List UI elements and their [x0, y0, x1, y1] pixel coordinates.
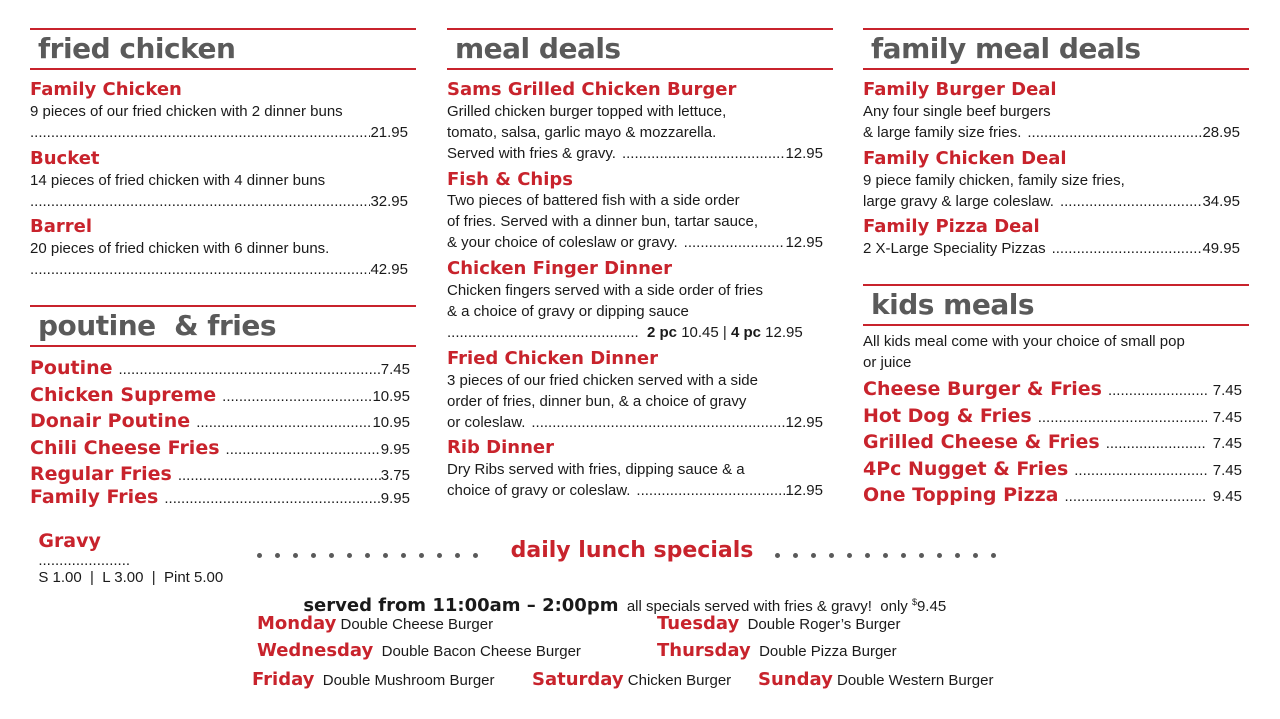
- menu-item-name: Family Fries: [30, 486, 159, 508]
- menu-item-row: [30, 410, 410, 432]
- menu-item-name: Family Chicken: [30, 79, 182, 100]
- menu-item-name: Poutine: [30, 357, 113, 379]
- menu-item-name: Rib Dinner: [447, 437, 555, 458]
- menu-item-price: 49.95: [1202, 240, 1240, 257]
- menu-item-price: 9.95: [380, 441, 410, 458]
- menu-item-desc: 2 X-Large Speciality Pizzas: [863, 240, 1046, 257]
- menu-item-desc: tomato, salsa, garlic mayo & mozzarella.: [447, 124, 717, 141]
- day-label: Friday: [252, 669, 315, 690]
- lunch-day-saturday: [532, 669, 731, 690]
- menu-item-price: 10.95: [372, 388, 410, 405]
- meal-deals-header: [447, 28, 833, 70]
- lunch-served-line: [295, 578, 946, 616]
- menu-item-price-row: [863, 124, 1240, 141]
- menu-item-price: 12.95: [785, 234, 823, 251]
- menu-item-name: Family Pizza Deal: [863, 216, 1040, 237]
- lunch-day-thursday: [657, 640, 897, 661]
- day-label: Tuesday: [657, 613, 740, 634]
- menu-item-price: 7.45: [1212, 409, 1242, 426]
- section-title: kids meals: [871, 288, 1034, 321]
- gravy-row: [30, 513, 223, 586]
- menu-item-name: Chicken Supreme: [30, 384, 217, 406]
- section-title: fried chicken: [38, 32, 236, 65]
- menu-item-price: 28.95: [1202, 124, 1240, 141]
- menu-item-price: 12.95: [785, 414, 823, 431]
- lunch-note: all specials served with fries & gravy! only: [626, 598, 912, 615]
- poutine-header: [30, 305, 416, 347]
- fried-chicken-header: [30, 28, 416, 70]
- menu-item-name: Cheese Burger & Fries: [863, 378, 1102, 400]
- menu-item-name: Family Chicken Deal: [863, 148, 1067, 169]
- menu-item-row: [863, 405, 1242, 427]
- menu-item-name: Fried Chicken Dinner: [447, 348, 659, 369]
- lunch-title: daily lunch specials: [510, 538, 754, 563]
- day-label: Wednesday: [257, 640, 374, 661]
- day-label: Thursday: [657, 640, 751, 661]
- lunch-day-friday: [252, 669, 495, 690]
- menu-item-name: Donair Poutine: [30, 410, 191, 432]
- menu-item-price: 42.95: [370, 261, 408, 278]
- menu-item-price: 7.45: [1212, 382, 1242, 399]
- menu-item-price-row: [863, 240, 1240, 257]
- lunch-day-monday: [257, 613, 493, 634]
- dot-divider-left: [257, 553, 478, 558]
- menu-item-price-row: ..... 2 pc 10.45 | 4 pc 12.95: [447, 324, 823, 341]
- menu-item-price: 21.95: [370, 124, 408, 141]
- lunch-price: 9.45: [916, 598, 947, 615]
- menu-item-desc: Served with fries & gravy.: [447, 145, 616, 162]
- menu-item-row: [30, 486, 410, 508]
- gravy-prices: S 1.00 | L 3.00 | Pint 5.00: [38, 569, 224, 586]
- menu-item-name: 4Pc Nugget & Fries: [863, 458, 1069, 480]
- menu-item-row: [863, 431, 1242, 453]
- menu-item-name: Grilled Cheese & Fries: [863, 431, 1100, 453]
- currency-symbol: $: [911, 597, 917, 607]
- menu-item-price-row: [447, 482, 823, 499]
- day-special: Chicken Burger: [627, 672, 732, 689]
- menu-item-name: Family Burger Deal: [863, 79, 1057, 100]
- dot-divider-right: [775, 553, 996, 558]
- menu-item-price-row: [447, 234, 823, 251]
- menu-item-row: [30, 357, 410, 379]
- menu-item-desc: Any four single beef burgers: [863, 103, 1051, 120]
- lunch-day-wednesday: [257, 640, 581, 661]
- menu-item-desc: 14 pieces of fried chicken with 4 dinner buns: [30, 172, 326, 189]
- menu-item-desc: order of fries, dinner bun, & a choice of gravy: [447, 393, 747, 410]
- menu-item-name: Regular Fries: [30, 463, 172, 485]
- menu-item-price: 7.45: [1212, 435, 1242, 452]
- day-label: Saturday: [532, 669, 624, 690]
- menu-item-name: Gravy: [38, 530, 101, 552]
- menu-item-desc: large gravy & large coleslaw.: [863, 193, 1054, 210]
- menu-item-name: Fish & Chips: [447, 169, 574, 190]
- menu-item-name: Barrel: [30, 216, 92, 237]
- menu-item-desc: 3 pieces of our fried chicken served with a side: [447, 372, 758, 389]
- day-label: Sunday: [758, 669, 833, 690]
- menu-item-name: Bucket: [30, 148, 100, 169]
- menu-item-row: [863, 458, 1242, 480]
- day-special: Double Cheese Burger: [340, 616, 494, 633]
- day-special: Double Roger’s Burger: [747, 616, 901, 633]
- lunch-day-sunday: [758, 669, 993, 690]
- kids-intro: or juice: [863, 354, 912, 371]
- menu-item-price: 9.45: [1212, 488, 1242, 505]
- menu-item-row: [30, 463, 410, 485]
- section-title: family meal deals: [871, 32, 1141, 65]
- menu-item-name: Chili Cheese Fries: [30, 437, 220, 459]
- menu-item-desc: & your choice of coleslaw or gravy.: [447, 234, 678, 251]
- menu-item-name: One Topping Pizza: [863, 484, 1059, 506]
- menu-item-desc: 9 piece family chicken, family size fries,: [863, 172, 1125, 189]
- menu-item-desc: or coleslaw.: [447, 414, 526, 431]
- lunch-hours: served from 11:00am – 2:00pm: [303, 595, 619, 616]
- menu-item-price: 12.95: [785, 482, 823, 499]
- menu-item-row: [863, 378, 1242, 400]
- day-label: Monday: [257, 613, 337, 634]
- menu-item-price-row: [30, 124, 408, 141]
- day-special: Double Western Burger: [836, 672, 994, 689]
- menu-item-price-row: [863, 193, 1240, 210]
- dot-leader: ......................: [38, 552, 131, 569]
- price-2pc: 10.45: [681, 324, 719, 341]
- menu-item-price-row: [30, 261, 408, 278]
- menu-item-price-row: [447, 145, 823, 162]
- kids-intro: All kids meal come with your choice of small pop: [863, 333, 1185, 350]
- menu-item-name: Hot Dog & Fries: [863, 405, 1032, 427]
- price-label-4pc: 4 pc: [730, 324, 761, 341]
- menu-item-price: 12.95: [785, 145, 823, 162]
- menu-item-desc: & large family size fries.: [863, 124, 1022, 141]
- menu-item-price-row: [30, 193, 408, 210]
- menu-item-price: 10.95: [372, 414, 410, 431]
- menu-item-name: Chicken Finger Dinner: [447, 258, 672, 279]
- menu-item-price: 32.95: [370, 193, 408, 210]
- menu-item-price: 34.95: [1202, 193, 1240, 210]
- menu-item-desc: Dry Ribs served with fries, dipping sauce & a: [447, 461, 745, 478]
- menu-item-desc: Chicken fingers served with a side order of fries: [447, 282, 763, 299]
- menu-item-row: [863, 484, 1242, 506]
- menu-item-desc: of fries. Served with a dinner bun, tartar sauce,: [447, 213, 758, 230]
- lunch-day-tuesday: [657, 613, 900, 634]
- section-title: meal deals: [455, 32, 621, 65]
- menu-item-row: [30, 437, 410, 459]
- price-4pc: 12.95: [765, 324, 803, 341]
- menu-item-desc: choice of gravy or coleslaw.: [447, 482, 631, 499]
- day-special: Double Pizza Burger: [759, 643, 897, 660]
- kids-meals-header: [863, 284, 1249, 326]
- menu-item-desc: Two pieces of battered fish with a side order: [447, 192, 740, 209]
- menu-item-desc: 9 pieces of our fried chicken with 2 dinner buns: [30, 103, 343, 120]
- menu-item-desc: & a choice of gravy or dipping sauce: [447, 303, 689, 320]
- menu-item-price-row: [447, 414, 823, 431]
- price-label-2pc: 2 pc: [647, 324, 678, 341]
- menu-item-name: Sams Grilled Chicken Burger: [447, 79, 737, 100]
- section-title: poutine & fries: [38, 309, 277, 342]
- menu-item-row: [30, 384, 410, 406]
- menu-item-desc: 20 pieces of fried chicken with 6 dinner buns.: [30, 240, 330, 257]
- menu-item-price: 3.75: [380, 467, 410, 484]
- menu-item-price: 7.45: [1212, 462, 1242, 479]
- day-special: Double Bacon Cheese Burger: [381, 643, 581, 660]
- menu-item-price: 7.45: [380, 361, 410, 378]
- menu-item-price: 9.95: [380, 490, 410, 507]
- day-special: Double Mushroom Burger: [322, 672, 495, 689]
- family-meal-deals-header: [863, 28, 1249, 70]
- menu-item-desc: Grilled chicken burger topped with lettuce,: [447, 103, 727, 120]
